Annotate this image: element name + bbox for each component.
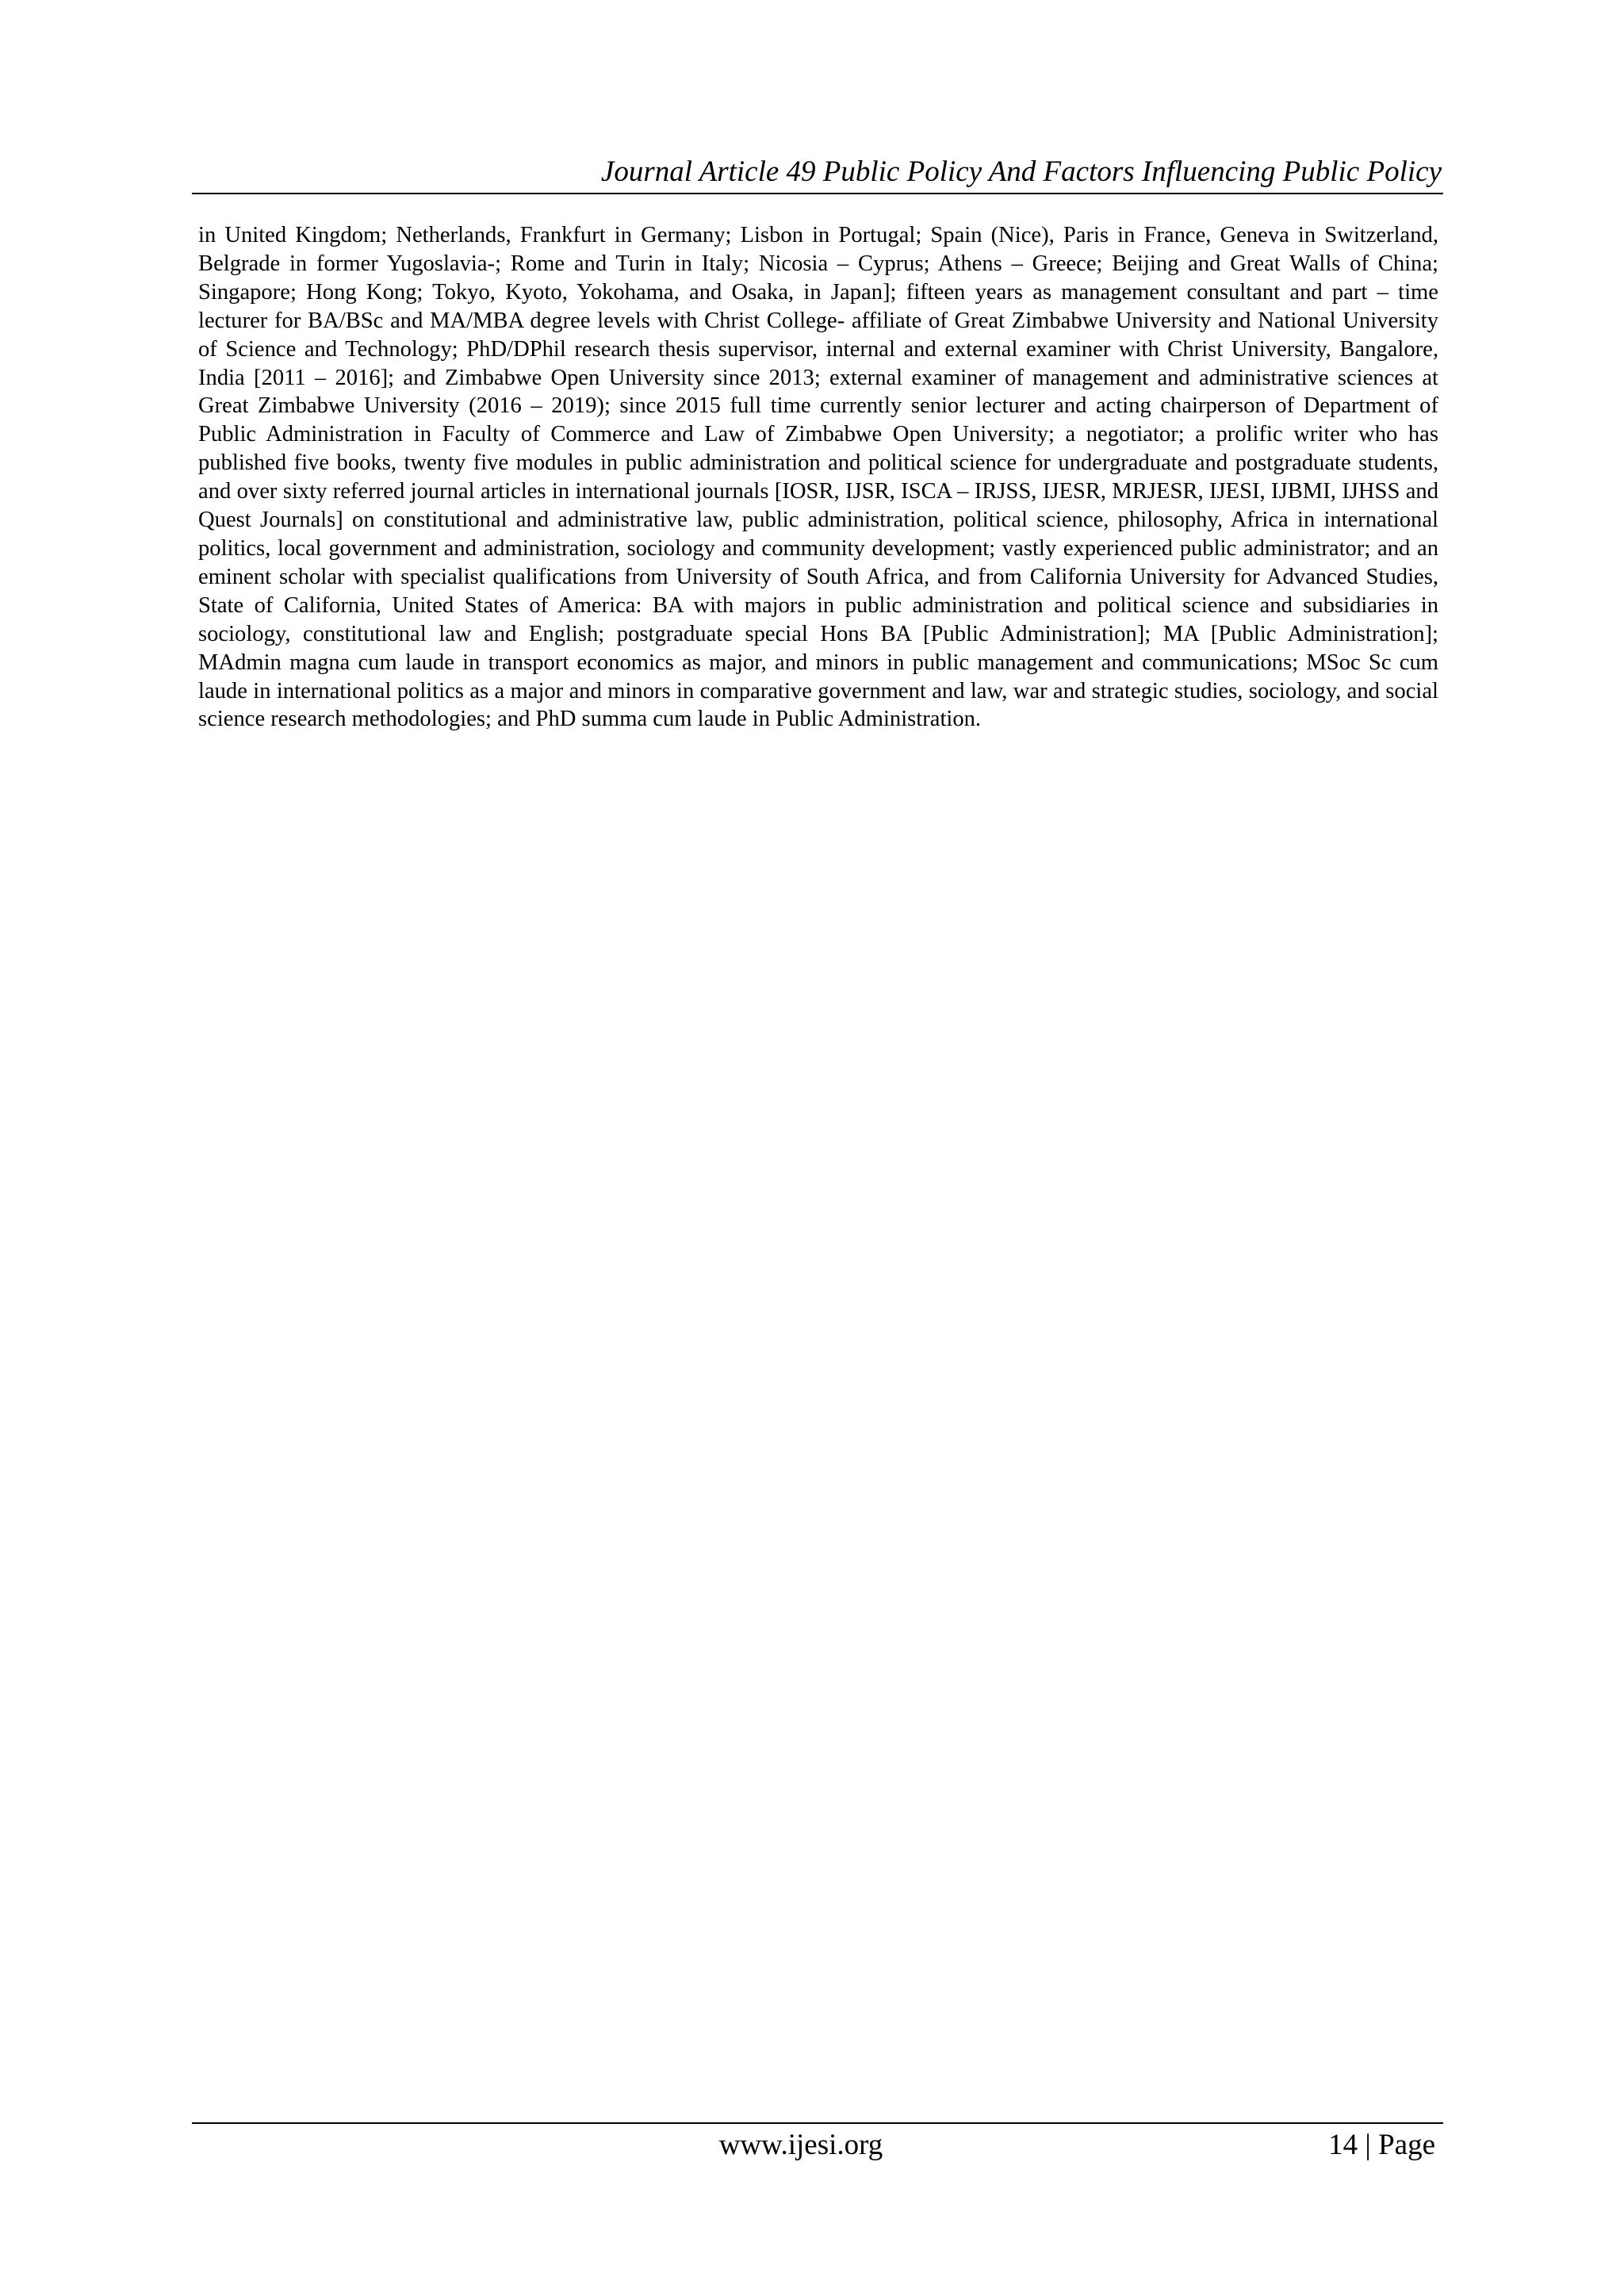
header-divider (192, 193, 1443, 194)
running-header-title: Journal Article 49 Public Policy And Factors Influencing Public Policy (600, 155, 1442, 188)
body-paragraph: in United Kingdom; Netherlands, Frankfurt in Germany; Lisbon in Portugal; Spain (Nice), Paris in France, Geneva in Switzerland, Belgrade in former Yugoslavia-; Rome and Turin in Italy; Nicosia – Cyprus; Athens – Greece; Beijing and Great Walls of China; Singapore; Hong Kong; Tokyo, Kyoto, Yokohama, and Osaka, in Japan]; fifteen years as management consultant and part – time lecturer for BA/BSc and MA/MBA degree levels with Christ College- affiliate of Great Zimbabwe University and National University of Science and Technology; PhD/DPhil research thesis supervisor, internal and external examiner with Christ University, Bangalore, India [2011 – 2016]; and Zimbabwe Open University since 2013; external examiner of management and administrative sciences at Great Zimbabwe University (2016 – 2019); since 2015 full time currently senior lecturer and acting chairperson of Department of Public Administration in Faculty of Commerce and Law of Zimbabwe Open University; a negotiator; a prolific writer who has published five books, twenty five modules in public administration and political science for undergraduate and postgraduate students, and over sixty referred journal articles in international journals [IOSR, IJSR, ISCA – IRJSS, IJESR, MRJESR, IJESI, IJBMI, IJHSS and Quest Journals] on constitutional and administrative law, public administration, political science, philosophy, Africa in international politics, local government and administration, sociology and community development; vastly experienced public administrator; and an eminent scholar with specialist qualifications from University of South Africa, and from California University for Advanced Studies, State of California, United States of America: BA with majors in public administration and political science and subsidiaries in sociology, constitutional law and English; postgraduate special Hons BA [Public Administration]; MA [Public Administration]; MAdmin magna cum laude in transport economics as major, and minors in public management and communications; MSoc Sc cum laude in international politics as a major and minors in comparative government and law, war and strategic studies, sociology, and social science research methodologies; and PhD summa cum laude in Public Administration. (198, 223, 1438, 732)
footer-divider (192, 2122, 1443, 2124)
footer-page-number: 14 | Page (1328, 2129, 1435, 2161)
footer-url: www.ijesi.org (718, 2129, 883, 2161)
